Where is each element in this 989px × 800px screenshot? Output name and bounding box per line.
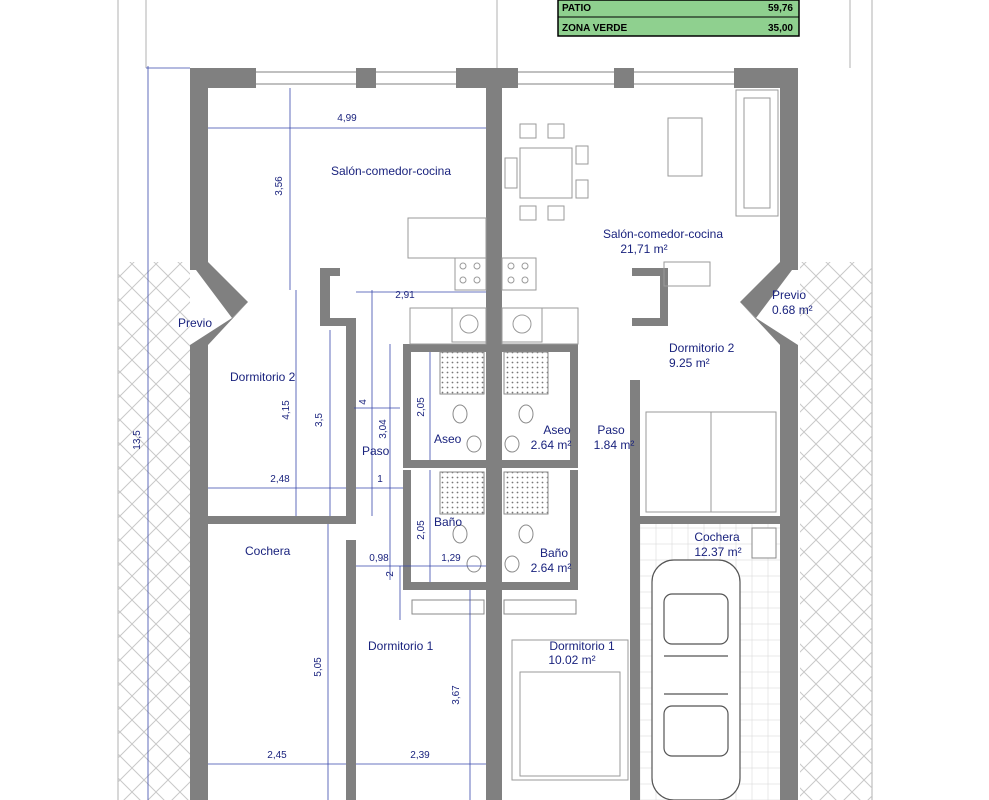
room-area-salon-right: 21,71 m²	[620, 242, 668, 256]
room-area-dormitorio1-right: 10.02 m²	[548, 653, 596, 667]
kitchen-counter-right	[502, 258, 578, 344]
dim-129: 1,29	[441, 553, 461, 564]
dim-415: 4,15	[281, 400, 292, 420]
room-label-cochera-right: Cochera	[694, 530, 740, 544]
dim-304: 3,04	[378, 419, 389, 439]
car-icon	[652, 560, 740, 800]
dim-505: 5,05	[313, 657, 324, 677]
dim-367: 3,67	[451, 685, 462, 705]
room-label-dormitorio2-right: Dormitorio 2	[669, 341, 735, 355]
room-label-bano-left: Baño	[434, 515, 463, 529]
room-area-dormitorio2-right: 9.25 m²	[669, 356, 710, 370]
room-area-bano-right: 2.64 m²	[530, 561, 572, 575]
room-label-dormitorio1-left: Dormitorio 1	[368, 639, 434, 653]
area-table-row-1-value: 59,76	[767, 3, 793, 14]
dim-205a: 2,05	[416, 397, 427, 417]
dim-2: 2	[385, 571, 396, 577]
room-label-paso-left: Paso	[362, 444, 390, 458]
dim-098: 0,98	[369, 553, 389, 564]
area-table	[558, 0, 799, 36]
dim-205b: 2,05	[416, 520, 427, 540]
dim-1: 1	[377, 474, 383, 485]
dim-35: 3,5	[314, 413, 325, 427]
green-zone-left	[118, 262, 190, 800]
room-label-paso-right: Paso	[597, 423, 625, 437]
room-label-dormitorio2-left: Dormitorio 2	[230, 370, 296, 384]
room-label-previo-right: Previo	[772, 288, 807, 302]
wardrobe-right	[646, 412, 776, 512]
kitchen-counter-left	[408, 218, 486, 344]
bathroom-fixtures-left	[412, 352, 484, 614]
appliance-right	[752, 528, 776, 558]
green-zone-right	[800, 262, 872, 800]
dim-499: 4,99	[337, 113, 357, 124]
area-table-row-1-label: PATIO	[562, 3, 592, 14]
area-table-row-2-label: ZONA VERDE	[562, 23, 628, 34]
room-label-aseo-left: Aseo	[434, 432, 462, 446]
room-label-previo-left: Previo	[178, 316, 213, 330]
dim-4: 4	[358, 399, 369, 405]
dim-245: 2,45	[267, 750, 287, 761]
room-label-salon-left: Salón-comedor-cocina	[330, 164, 452, 178]
dim-135: 13,5	[132, 430, 143, 450]
room-label-bano-right: Baño	[539, 546, 569, 560]
dining-table-right	[505, 124, 588, 220]
room-label-dormitorio1-right: Dormitorio 1	[549, 639, 615, 653]
room-area-cochera-right: 12.37 m²	[694, 545, 742, 559]
room-area-aseo-right: 2.64 m²	[530, 438, 572, 452]
sofa-right	[668, 90, 778, 216]
dim-239: 2,39	[410, 750, 430, 761]
room-label-cochera-left: Cochera	[245, 544, 291, 558]
tv-unit-right	[664, 262, 710, 286]
dim-291: 2,91	[395, 290, 415, 301]
dim-356: 3,56	[274, 176, 285, 196]
room-area-previo-right: 0.68 m²	[772, 303, 813, 317]
room-label-aseo-right: Aseo	[543, 423, 571, 437]
room-label-salon-right: Salón-comedor-cocina	[602, 227, 724, 241]
area-table-row-2-value: 35,00	[767, 23, 793, 34]
dim-248: 2,48	[270, 474, 290, 485]
room-area-paso-right: 1.84 m²	[593, 438, 635, 452]
